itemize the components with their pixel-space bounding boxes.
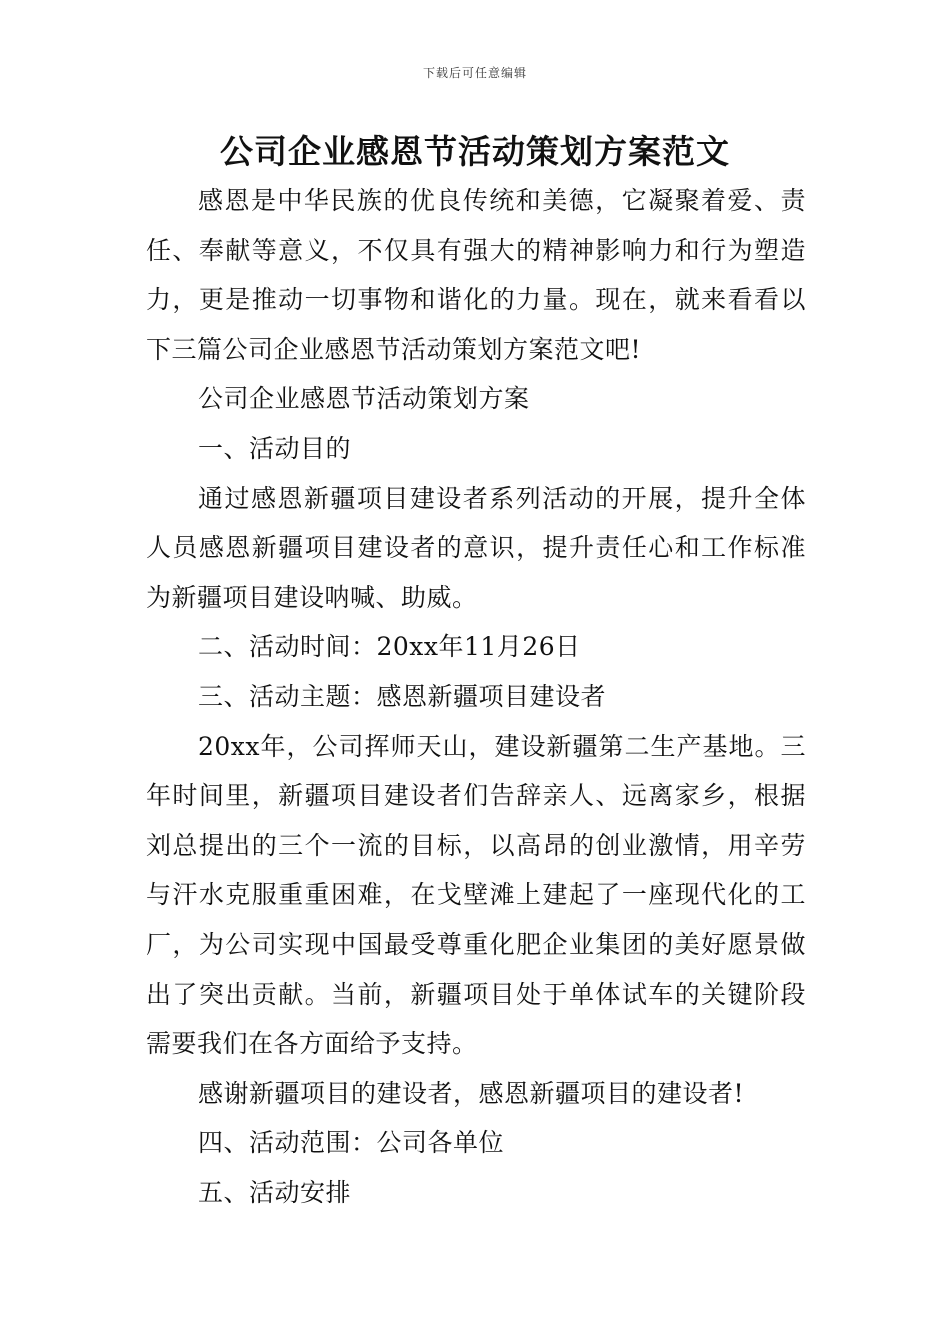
- header-note: 下载后可任意编辑: [422, 66, 527, 80]
- section-heading: 公司企业感恩节活动策划方案: [198, 384, 530, 414]
- purpose-paragraph: 通过感恩新疆项目建设者系列活动的开展，提升全体人员感恩新疆项目建设者的意识，提升责任心和工作标准为新疆项目建设呐喊、助威。: [146, 483, 806, 612]
- heading-arrangement: 五、活动安排: [198, 1177, 352, 1207]
- document-body: [146, 176, 806, 1217]
- thanks-paragraph: 感谢新疆项目的建设者，感恩新疆项目的建设者!: [198, 1078, 745, 1108]
- heading-time: 二、活动时间：20xx年11月26日: [198, 632, 581, 662]
- heading-scope: 四、活动范围：公司各单位: [198, 1128, 505, 1158]
- document-title: 公司企业感恩节活动策划方案范文: [220, 132, 730, 171]
- intro-paragraph: 感恩是中华民族的优良传统和美德，它凝聚着爱、责任、奉献等意义，不仅具有强大的精神影响力和行为塑造力，更是推动一切事物和谐化的力量。现在，就来看看以下三篇公司企业感恩节活动策划方案范文吧!: [146, 186, 806, 364]
- heading-purpose: 一、活动目的: [198, 433, 352, 463]
- heading-theme: 三、活动主题：感恩新疆项目建设者: [198, 681, 607, 711]
- theme-paragraph: 20xx年，公司挥师天山，建设新疆第二生产基地。三年时间里，新疆项目建设者们告辞亲人、远离家乡，根据刘总提出的三个一流的目标，以高昂的创业激情，用辛劳与汗水克服重重困难，在戈壁滩上建起了一座现代化的工厂，为公司实现中国最受尊重化肥企业集团的美好愿景做出了突出贡献。当前，新疆项目处于单体试车的关键阶段需要我们在各方面给予支持。: [146, 731, 806, 1059]
